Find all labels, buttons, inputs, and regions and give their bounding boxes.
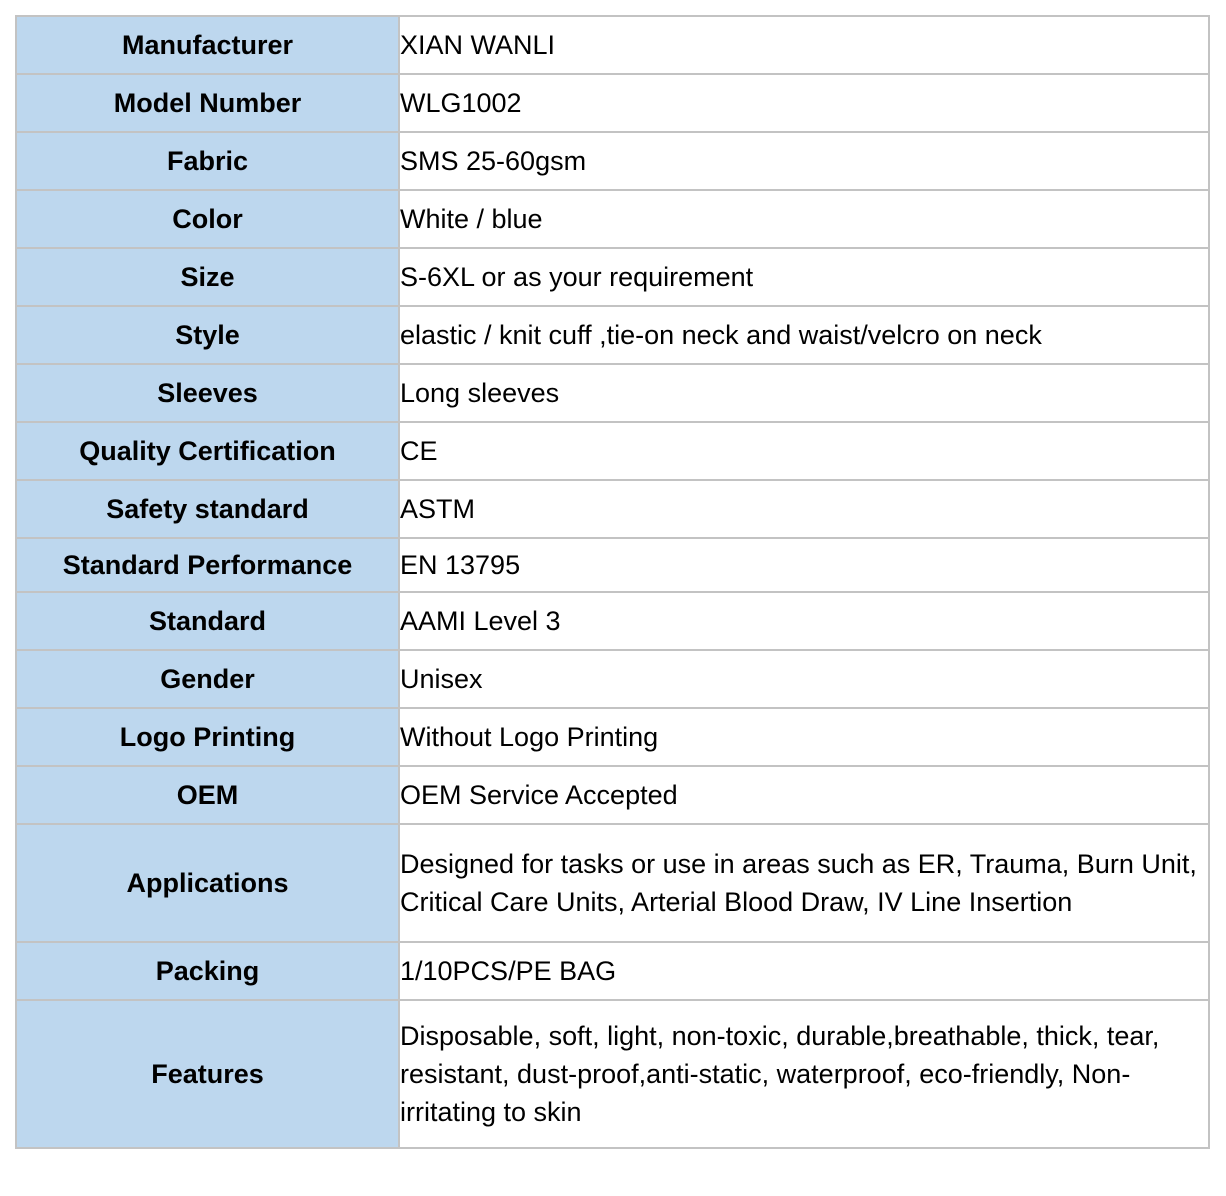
table-row <box>16 248 1209 306</box>
table-row <box>16 942 1209 1000</box>
table-row <box>16 306 1209 364</box>
table-row <box>16 708 1209 766</box>
spec-value: Disposable, soft, light, non-toxic, durable,breathable, thick, tear, resistant, dust-proof,anti-static, waterproof, eco-friendly, Non-irritating to skin <box>399 1000 1209 1148</box>
spec-label: Size <box>16 248 399 306</box>
spec-label: Fabric <box>16 132 399 190</box>
spec-value: S-6XL or as your requirement <box>399 248 1209 306</box>
table-row <box>16 190 1209 248</box>
table-row <box>16 766 1209 824</box>
spec-label: Applications <box>16 824 399 942</box>
table-row <box>16 650 1209 708</box>
spec-label: Standard <box>16 592 399 650</box>
spec-value: elastic / knit cuff ,tie-on neck and waist/velcro on neck <box>399 306 1209 364</box>
spec-label: Color <box>16 190 399 248</box>
spec-label: Standard Performance <box>16 538 399 592</box>
spec-value: ASTM <box>399 480 1209 538</box>
table-row <box>16 364 1209 422</box>
table-row <box>16 132 1209 190</box>
spec-value: EN 13795 <box>399 538 1209 592</box>
spec-label: OEM <box>16 766 399 824</box>
spec-value: SMS 25-60gsm <box>399 132 1209 190</box>
spec-label: Manufacturer <box>16 16 399 74</box>
spec-label: Packing <box>16 942 399 1000</box>
table-row <box>16 16 1209 74</box>
table-row <box>16 538 1209 592</box>
spec-label: Quality Certification <box>16 422 399 480</box>
spec-value: OEM Service Accepted <box>399 766 1209 824</box>
spec-label: Gender <box>16 650 399 708</box>
spec-label: Features <box>16 1000 399 1148</box>
spec-label: Logo Printing <box>16 708 399 766</box>
spec-value: WLG1002 <box>399 74 1209 132</box>
spec-value: White / blue <box>399 190 1209 248</box>
spec-value: CE <box>399 422 1209 480</box>
spec-value: AAMI Level 3 <box>399 592 1209 650</box>
spec-value: 1/10PCS/PE BAG <box>399 942 1209 1000</box>
spec-value: Designed for tasks or use in areas such as ER, Trauma, Burn Unit, Critical Care Units, Arterial Blood Draw, IV Line Insertion <box>399 824 1209 942</box>
spec-value: Long sleeves <box>399 364 1209 422</box>
spec-label: Style <box>16 306 399 364</box>
table-row <box>16 422 1209 480</box>
spec-value: XIAN WANLI <box>399 16 1209 74</box>
table-row <box>16 480 1209 538</box>
spec-value: Unisex <box>399 650 1209 708</box>
table-row <box>16 74 1209 132</box>
table-row <box>16 824 1209 942</box>
table-row <box>16 592 1209 650</box>
table-row <box>16 1000 1209 1148</box>
spec-table <box>15 15 1210 1149</box>
spec-label: Sleeves <box>16 364 399 422</box>
spec-label: Safety standard <box>16 480 399 538</box>
spec-label: Model Number <box>16 74 399 132</box>
spec-value: Without Logo Printing <box>399 708 1209 766</box>
